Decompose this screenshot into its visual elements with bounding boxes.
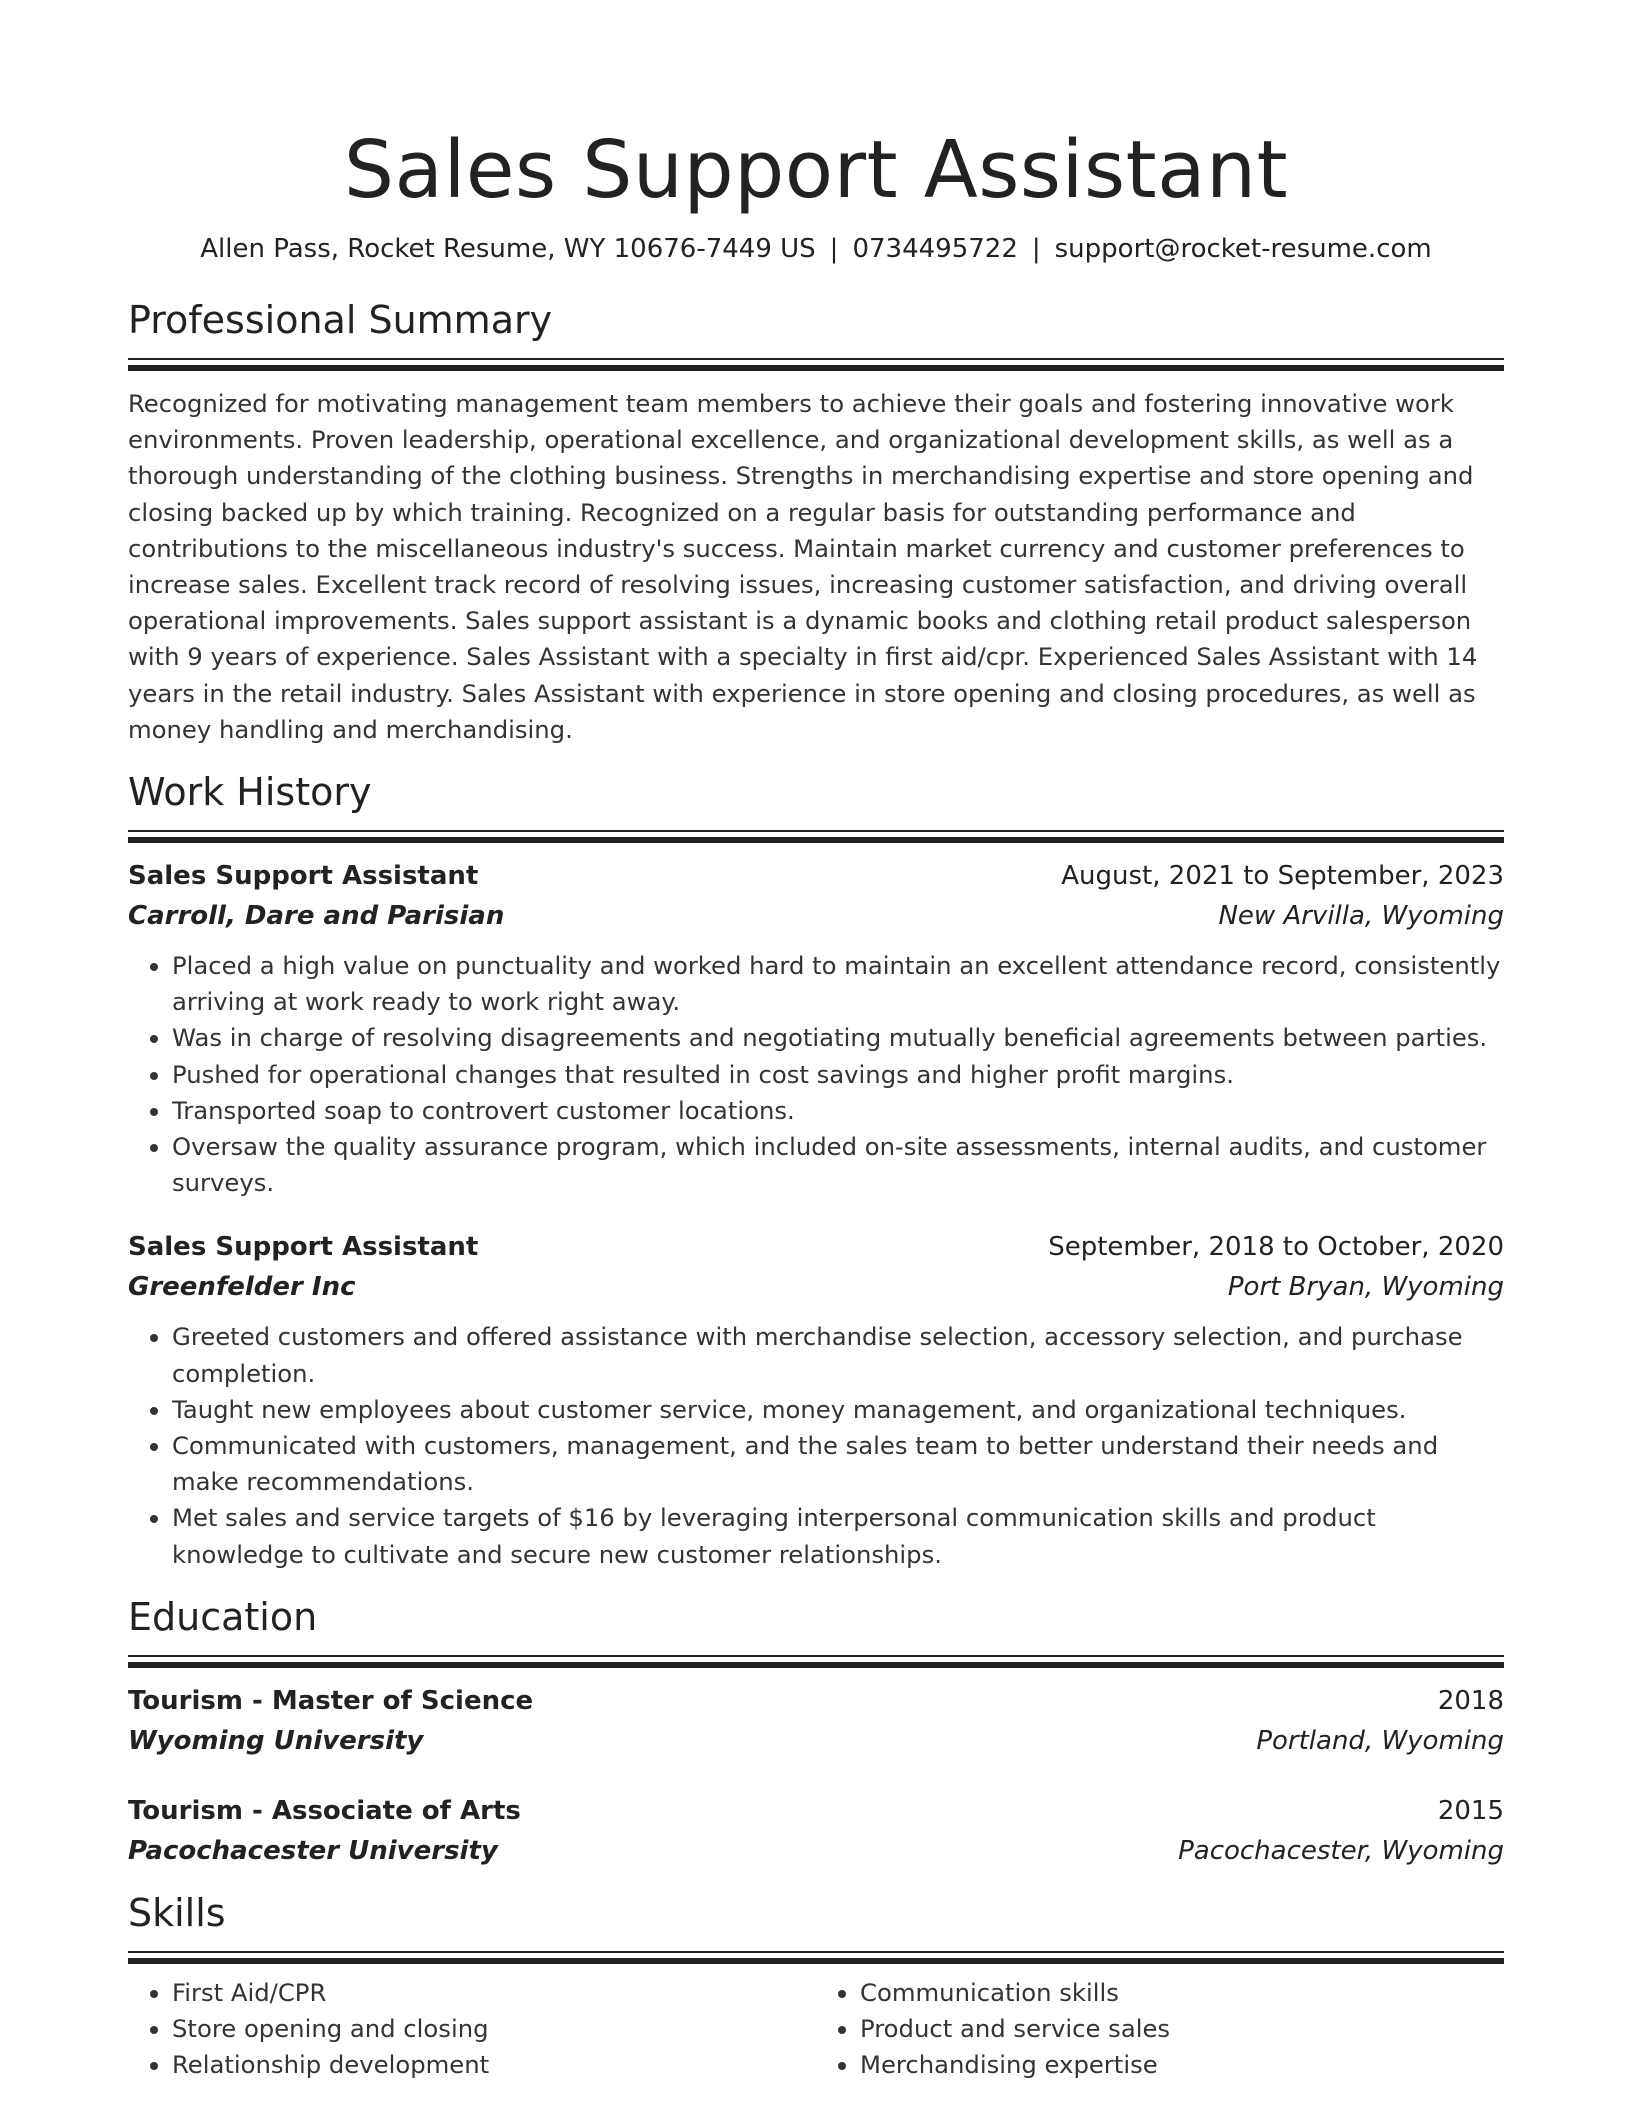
section-divider (128, 1655, 1504, 1667)
job-entry (128, 856, 1504, 1201)
skills-list-right (816, 1975, 1504, 2084)
list-item: • Store opening and closing (172, 2011, 816, 2047)
list-item: • Merchandising expertise (860, 2047, 1504, 2083)
job-dates: August, 2021 to September, 2023 (1061, 861, 1504, 892)
job-dates: September, 2018 to October, 2020 (1048, 1232, 1504, 1263)
list-item: • Relationship development (172, 2047, 816, 2083)
summary-text: Recognized for motivating management team members to achieve their goals and fostering innovative work environments. Proven leadership, operational excellence, and organizational development skills, as well as a thorough understanding of the clothing business. Strengths in merchandising expertise and store opening and closing backed up by which training. Recognized on a regular basis for outstanding performance and contributions to the miscellaneous industry's success. Maintain market currency and customer preferences to increase sales. Excellent track record of resolving issues, increasing customer satisfaction, and driving overall operational improvements. Sales support assistant is a dynamic books and clothing retail product salesperson with 9 years of experience. Sales Assistant with a specialty in first aid/cpr. Experienced Sales Assistant with 14 years in the retail industry. Sales Assistant with experience in store opening and closing procedures, as well as money handling and merchandising. (128, 389, 1478, 744)
list-item: • Met sales and service targets of $16 by leveraging interpersonal communication skills and product knowledge to cultivate and secure new customer relationships. (172, 1500, 1504, 1572)
section-heading-education: Education (128, 1594, 318, 1639)
school-location: Portland, Wyoming (1256, 1725, 1504, 1756)
work-history-section (128, 768, 1504, 1573)
job-entry (128, 1227, 1504, 1572)
contact-separator: | (829, 234, 839, 264)
degree-title: Tourism - Master of Science (128, 1685, 534, 1716)
skills-list-left (128, 1975, 816, 2084)
summary-section (128, 296, 1504, 748)
section-divider (128, 358, 1504, 370)
school-name: Pacochacester University (128, 1835, 498, 1866)
list-item: • Taught new employees about customer service, money management, and organizational techniques. (172, 1392, 1504, 1428)
job-location: New Arvilla, Wyoming (1218, 901, 1504, 932)
job-bullets (128, 1319, 1504, 1572)
list-item: • Communication skills (860, 1975, 1504, 2011)
contact-separator: | (1031, 234, 1041, 264)
resume-page (128, 0, 1504, 2083)
education-section (128, 1593, 1504, 1871)
section-divider (128, 1951, 1504, 1963)
list-item: • Oversaw the quality assurance program, which included on-site assessments, internal audits, and customer surveys. (172, 1129, 1504, 1201)
education-entry (128, 1791, 1504, 1871)
section-divider (128, 830, 1504, 842)
contact-line (128, 232, 1504, 266)
school-name: Wyoming University (128, 1725, 424, 1756)
section-heading-summary: Professional Summary (128, 298, 553, 342)
job-company: Greenfelder Inc (128, 1272, 356, 1303)
degree-year: 2018 (1437, 1685, 1504, 1716)
contact-phone: 0734495722 (852, 234, 1018, 264)
list-item: • Transported soap to controvert customer locations. (172, 1093, 1504, 1129)
list-item: • First Aid/CPR (172, 1975, 816, 2011)
job-location: Port Bryan, Wyoming (1227, 1272, 1504, 1303)
list-item: • Greeted customers and offered assistance with merchandise selection, accessory selection, and purchase completion. (172, 1319, 1504, 1391)
job-bullets (128, 948, 1504, 1201)
list-item: • Communicated with customers, management, and the sales team to better understand their needs and make recommendations. (172, 1428, 1504, 1500)
school-location: Pacochacester, Wyoming (1178, 1835, 1504, 1866)
degree-year: 2015 (1437, 1795, 1504, 1826)
skills-grid (128, 1963, 1504, 2084)
resume-title: Sales Support Assistant (343, 124, 1289, 216)
list-item: • Placed a high value on punctuality and worked hard to maintain an excellent attendance record, consistently arriving at work ready to work right away. (172, 948, 1504, 1020)
section-heading-skills: Skills (128, 1890, 226, 1935)
contact-address: Allen Pass, Rocket Resume, WY 10676-7449 US (200, 234, 816, 264)
list-item: • Product and service sales (860, 2011, 1504, 2047)
section-heading-work: Work History (128, 770, 372, 815)
education-entry (128, 1681, 1504, 1761)
contact-email[interactable]: support@rocket-resume.com (1054, 234, 1432, 264)
job-company: Carroll, Dare and Parisian (128, 901, 505, 932)
list-item: • Pushed for operational changes that resulted in cost savings and higher profit margins. (172, 1057, 1504, 1093)
skills-section (128, 1889, 1504, 2084)
job-title: Sales Support Assistant (128, 1232, 479, 1263)
degree-title: Tourism - Associate of Arts (128, 1795, 521, 1826)
job-title: Sales Support Assistant (128, 861, 479, 892)
list-item: • Was in charge of resolving disagreements and negotiating mutually beneficial agreements between parties. (172, 1020, 1504, 1056)
